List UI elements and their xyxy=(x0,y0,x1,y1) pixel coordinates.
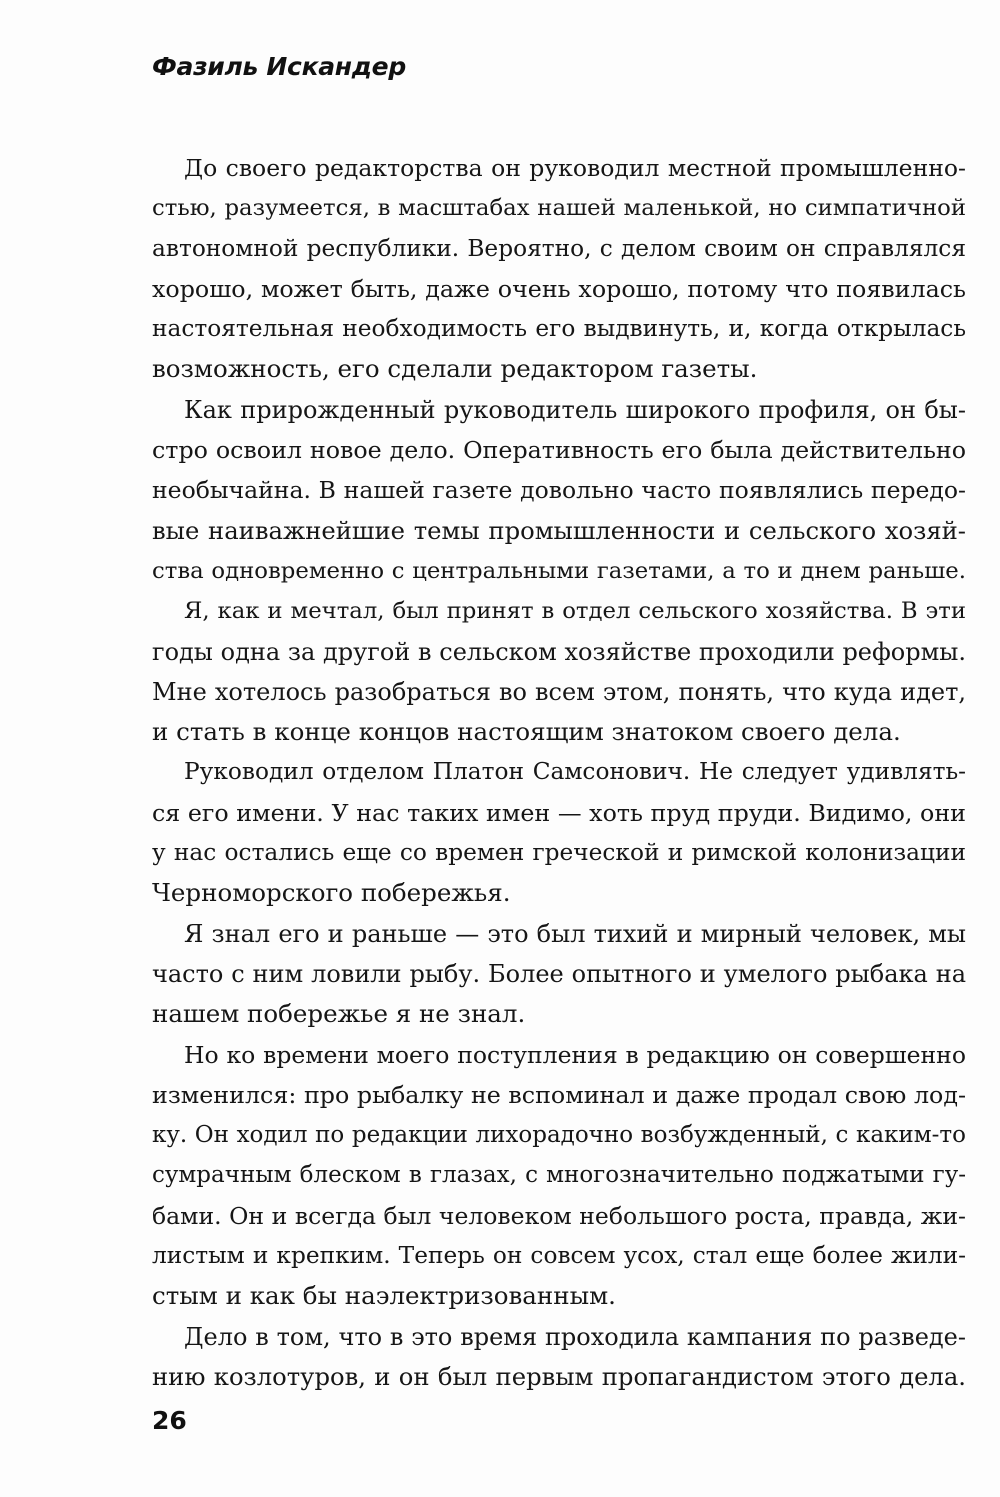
text-line: ку. Он ходил по редакции лихорадочно возбужденный, с каким-то xyxy=(152,1122,966,1149)
text-line: стро освоил новое дело. Оперативность его была действительно xyxy=(152,436,966,465)
text-line: Как прирожденный руководитель широкого профиля, он бы- xyxy=(184,395,966,424)
text-line: ства одновременно с центральными газетами, а то и днем раньше. xyxy=(152,557,966,584)
text-line: часто с ним ловили рыбу. Более опытного и умелого рыбака на xyxy=(152,959,966,988)
text-line: и стать в конце концов настоящим знатоком своего дела. xyxy=(152,717,901,747)
text-line: хорошо, может быть, даже очень хорошо, потому что появилась xyxy=(152,274,966,303)
text-line: бами. Он и всегда был человеком небольшого роста, правда, жи- xyxy=(152,1201,966,1230)
paragraph xyxy=(152,1035,966,1317)
text-line: вые наиважнейшие темы промышленности и сельского хозяй- xyxy=(152,515,966,545)
text-line: годы одна за другой в сельском хозяйстве проходили реформы. xyxy=(152,637,966,666)
text-line: сумрачным блеском в глазах, с многозначительно поджатыми гу- xyxy=(152,1162,966,1189)
running-head: Фазиль Искандер xyxy=(152,52,406,81)
page-number: 26 xyxy=(152,1406,187,1435)
paragraph xyxy=(152,148,966,390)
text-line: Черноморского побережья. xyxy=(152,878,511,908)
text-line: Я знал его и раньше — это был тихий и мирный человек, мы xyxy=(184,919,966,948)
text-line: нашем побережье я не знал. xyxy=(152,999,526,1029)
text-line: возможность, его сделали редактором газеты. xyxy=(152,354,758,384)
text-line: Но ко времени моего поступления в редакцию он совершенно xyxy=(184,1040,966,1069)
text-line: Руководил отделом Платон Самсонович. Не следует удивлять- xyxy=(184,758,966,786)
text-line: настоятельная необходимость его выдвинуть, и, когда открылась xyxy=(152,315,966,343)
paragraph xyxy=(152,390,966,591)
text-line: автономной республики. Вероятно, с делом своим он справлялся xyxy=(152,234,966,262)
text-line: у нас остались еще со времен греческой и римской колонизации xyxy=(152,839,966,867)
text-line: Мне хотелось разобраться во всем этом, понять, что куда идет, xyxy=(152,677,966,706)
text-line: стью, разумеется, в масштабах нашей маленькой, но симпатичной xyxy=(152,195,966,222)
body-text xyxy=(152,148,966,1397)
text-line: изменился: про рыбалку не вспоминал и даже продал свою лод- xyxy=(152,1080,966,1109)
text-line: ся его имени. У нас таких имен — хоть пруд пруди. Видимо, они xyxy=(152,798,966,827)
text-line: стым и как бы наэлектризованным. xyxy=(152,1281,616,1311)
paragraph xyxy=(152,914,966,1035)
text-line: Дело в том, что в это время проходила кампания по разведе- xyxy=(184,1322,966,1351)
paragraph xyxy=(152,752,966,913)
text-line: нию козлотуров, и он был первым пропагандистом этого дела. xyxy=(152,1361,966,1391)
paragraph xyxy=(152,1317,966,1398)
text-line: До своего редакторства он руководил местной промышленно- xyxy=(184,154,966,182)
paragraph xyxy=(152,591,966,752)
text-line: листым и крепким. Теперь он совсем усох, стал еще более жили- xyxy=(152,1242,966,1270)
text-line: необычайна. В нашей газете довольно часто появлялись передо- xyxy=(152,476,966,505)
text-line: Я, как и мечтал, был принят в отдел сельского хозяйства. В эти xyxy=(184,598,966,625)
